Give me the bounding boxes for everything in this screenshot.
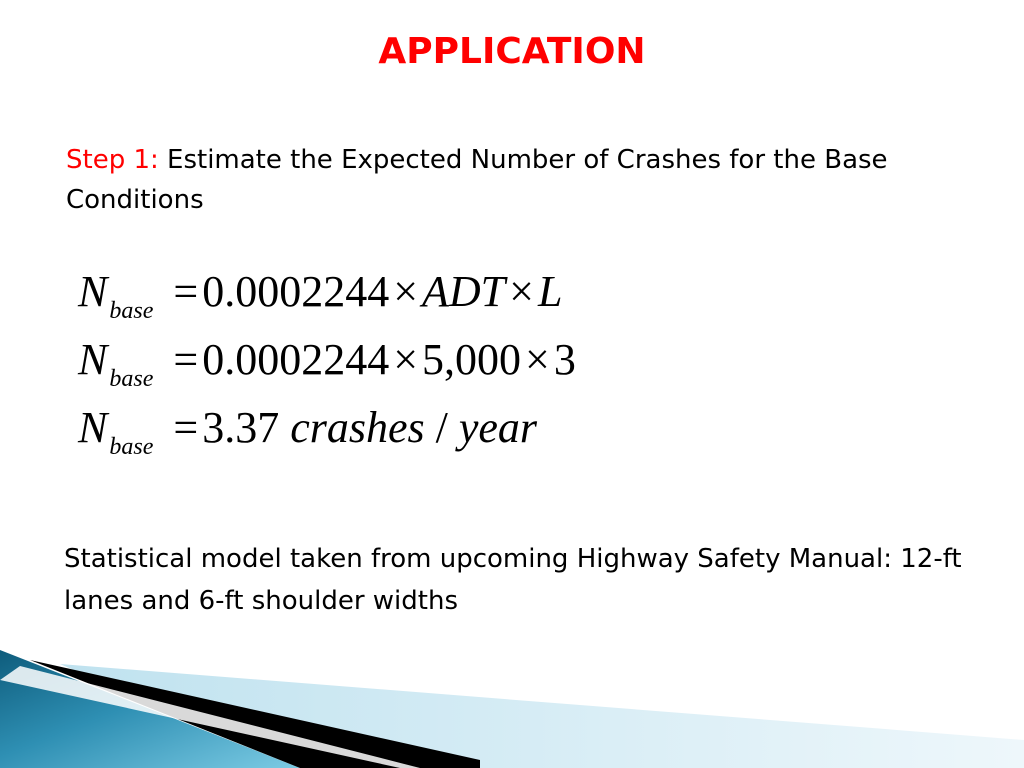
lhs-variable: N [78,335,108,384]
equation-term: 0.0002244 [202,335,390,384]
equation-term: × [393,335,419,384]
lhs-subscript: base [109,434,154,460]
equation-term: L [537,267,563,316]
step-description [66,140,966,220]
step-label: Step 1: [66,145,159,175]
equation-row [78,330,778,398]
equation-term: crashes [279,403,425,452]
equals-sign: = [173,403,199,452]
lhs-subscript: base [109,298,154,324]
equation-term: × [509,267,534,316]
equation-row [78,398,778,466]
lhs-subscript: base [109,366,154,392]
equation-term: × [525,335,550,384]
equation-term: × [393,267,419,316]
equation-term: 3 [553,335,576,384]
lhs-variable: N [78,267,108,316]
equation-block [78,262,778,466]
step-text: Estimate the Expected Number of Crashes for the Base Conditions [66,145,888,215]
model-note: Statistical model taken from upcoming Highway Safety Manual: 12-ft lanes and 6-ft shoulder widths [64,544,962,616]
corner-decoration [0,640,1024,768]
equation-term: ADT [422,267,506,316]
equation-term: 3.37 [202,403,280,452]
equation-term: 5,000 [422,335,522,384]
equation-term: / [424,403,459,452]
equation-row [78,262,778,330]
lhs-variable: N [78,403,108,452]
slide-title: APPLICATION [378,31,646,72]
equation-term: 0.0002244 [202,267,390,316]
equals-sign: = [173,335,199,384]
equals-sign: = [173,267,199,316]
equation-term: year [458,403,538,452]
